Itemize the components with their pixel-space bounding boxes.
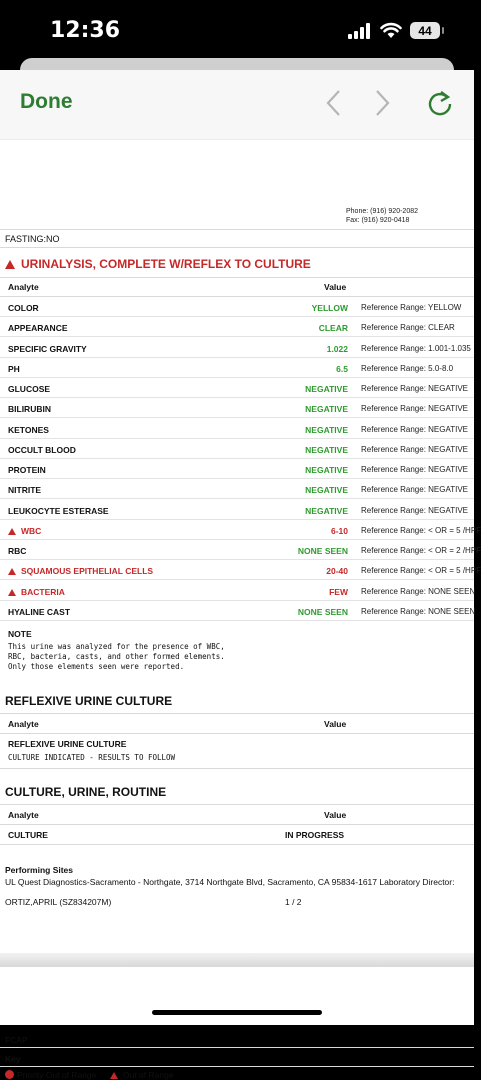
fasting-status: FASTING:NO: [5, 234, 60, 244]
table-row: [0, 419, 474, 439]
warning-icon: [110, 1072, 118, 1079]
table-row: [0, 398, 474, 418]
reference-range: Reference Range: NEGATIVE: [361, 404, 469, 414]
analyte-name: LEUKOCYTE ESTERASE: [8, 505, 109, 516]
wifi-icon: [380, 23, 402, 39]
reference-range: Reference Range: NEGATIVE: [361, 465, 469, 474]
analyte-name: COLOR: [8, 303, 39, 313]
reference-range: Reference Range: < OR = 5 /HPF: [361, 525, 481, 535]
analyte-value: 6-10: [330, 525, 348, 536]
reference-range: Reference Range: NONE SEEN: [361, 606, 476, 616]
reference-range: Reference Range: NEGATIVE: [361, 485, 469, 495]
table-row: [0, 338, 474, 358]
reflexive-analyte: REFLEXIVE URINE CULTURE: [8, 739, 127, 749]
reference-range: Reference Range: 5.0-8.0: [361, 363, 454, 373]
reference-range: Reference Range: NEGATIVE: [361, 444, 469, 454]
divider: [0, 733, 474, 734]
analyte-name: PH: [8, 363, 20, 374]
analyte-value: NONE SEEN: [297, 546, 348, 556]
analyte-value: NEGATIVE: [305, 465, 348, 475]
reference-range: Reference Range: NONE SEEN: [361, 586, 476, 596]
note-text: This urine was analyzed for the presence of WBC, RBC, bacteria, casts, and other formed elements. Only those elements seen were reported.: [8, 642, 225, 671]
home-indicator: [152, 1010, 322, 1015]
status-icons: [348, 22, 440, 39]
divider: [0, 713, 474, 714]
priority-icon: [5, 1070, 14, 1079]
reference-range: Reference Range: NEGATIVE: [361, 384, 469, 393]
patient-id: ORTIZ,APRIL (SZ834207M): [5, 897, 112, 907]
table-row: [0, 378, 474, 398]
analyte-value: CLEAR: [318, 323, 348, 334]
analyte-name: HYALINE CAST: [8, 606, 71, 617]
table-row: [0, 459, 474, 479]
page-number: 1 / 2: [285, 897, 302, 907]
reference-range: Reference Range: CLEAR: [361, 323, 455, 333]
warning-icon: [8, 568, 16, 575]
battery-icon: [410, 22, 440, 39]
status-bar: [0, 0, 474, 62]
analyte-name: RBC: [8, 546, 27, 556]
column-header-value: Value: [324, 282, 347, 292]
column-header-analyte: Analyte: [8, 719, 39, 729]
divider: [0, 844, 474, 845]
analyte-name: GLUCOSE: [8, 384, 51, 394]
reflexive-result: CULTURE INDICATED - RESULTS TO FOLLOW: [8, 753, 176, 762]
analyte-name: NITRITE: [8, 485, 42, 496]
battery-level: 44: [418, 23, 432, 38]
nav-bar: [0, 70, 474, 140]
analyte-name: PROTEIN: [8, 465, 46, 475]
table-row: [0, 520, 481, 540]
performing-sites-title: Performing Sites: [5, 865, 74, 875]
table-row: [0, 500, 474, 520]
table-row: [0, 317, 474, 337]
reference-range: Reference Range: 1.001-1.035: [361, 343, 471, 353]
warning-icon: [8, 528, 16, 535]
analyte-name: APPEARANCE: [8, 323, 68, 334]
contact-info: [346, 207, 418, 225]
column-header-analyte: Analyte: [8, 810, 39, 820]
analyte-value: NEGATIVE: [305, 505, 348, 516]
analyte-value: NEGATIVE: [305, 485, 348, 496]
analyte-value: NONE SEEN: [297, 606, 348, 617]
analyte-name: SQUAMOUS EPITHELIAL CELLS: [8, 566, 153, 576]
reference-range: Reference Range: < OR = 5 /HPF: [361, 566, 481, 576]
divider: [0, 824, 474, 825]
analyte-name: BILIRUBIN: [8, 404, 51, 415]
analyte-name: SPECIFIC GRAVITY: [8, 343, 87, 354]
analyte-value: FEW: [329, 586, 348, 597]
table-row: [0, 581, 474, 601]
forward-icon[interactable]: [372, 88, 392, 118]
table-row: [0, 297, 474, 317]
document-sheet: [0, 70, 481, 1080]
culture-value: IN PROGRESS: [285, 830, 345, 840]
analyte-name: KETONES: [8, 424, 49, 435]
table-row: [0, 601, 474, 621]
phone-number: Phone: (916) 920-2082: [346, 208, 418, 215]
note-title: NOTE: [8, 629, 32, 639]
divider: [0, 1047, 474, 1048]
table-row: [0, 560, 481, 580]
column-header-value: Value: [324, 810, 347, 820]
table-row: [0, 358, 474, 378]
urinalysis-title: URINALYSIS, COMPLETE W/REFLEX TO CULTURE: [5, 257, 311, 271]
divider: [0, 229, 474, 230]
analyte-value: 1.022: [326, 343, 348, 354]
reflexive-title: REFLEXIVE URINE CULTURE: [5, 694, 173, 708]
analyte-value: YELLOW: [311, 303, 348, 313]
fax-number: Fax: (916) 920-0418: [346, 217, 410, 224]
signal-icon: [348, 23, 372, 39]
reload-icon[interactable]: [425, 88, 455, 118]
done-button[interactable]: Done: [20, 90, 73, 113]
divider: [0, 804, 474, 805]
divider: [0, 247, 474, 248]
divider: [0, 277, 474, 278]
fcap-label: FCAP: [5, 1035, 28, 1045]
analyte-value: NEGATIVE: [305, 404, 348, 415]
table-row: [0, 540, 481, 560]
reference-range: Reference Range: NEGATIVE: [361, 505, 469, 515]
analyte-value: 6.5: [336, 363, 348, 374]
legend-out-of-range: Out of Range: [110, 1070, 174, 1080]
status-time: 12:36: [50, 18, 121, 43]
table-row: [0, 439, 474, 459]
column-header-value: Value: [324, 719, 347, 729]
warning-icon: [8, 589, 16, 596]
analyte-value: NEGATIVE: [305, 444, 348, 455]
column-header-analyte: Analyte: [8, 282, 39, 292]
analyte-name: OCCULT BLOOD: [8, 444, 76, 455]
legend-priority: Priority Out of Range: [5, 1070, 96, 1080]
back-icon[interactable]: [324, 88, 344, 118]
key-title: Key: [5, 1054, 21, 1064]
reference-range: Reference Range: NEGATIVE: [361, 424, 469, 434]
reference-range: Reference Range: < OR = 2 /HPF: [361, 546, 481, 555]
analyte-value: 20-40: [326, 566, 348, 577]
analyte-value: NEGATIVE: [305, 384, 348, 394]
warning-icon: [5, 260, 15, 269]
page-break: [0, 953, 474, 967]
table-row: [0, 479, 474, 499]
divider: [0, 768, 474, 769]
divider: [0, 1066, 474, 1067]
performing-sites-text: UL Quest Diagnostics-Sacramento - Northgate, 3714 Northgate Blvd, Sacramento, CA 95834-1617 Laboratory Director:: [5, 877, 455, 887]
analyte-name: WBC: [8, 526, 41, 536]
culture-analyte: CULTURE: [8, 830, 48, 840]
analyte-value: NEGATIVE: [305, 424, 348, 435]
culture-title: CULTURE, URINE, ROUTINE: [5, 785, 167, 799]
analyte-name: BACTERIA: [8, 587, 65, 597]
reference-range: Reference Range: YELLOW: [361, 303, 462, 312]
